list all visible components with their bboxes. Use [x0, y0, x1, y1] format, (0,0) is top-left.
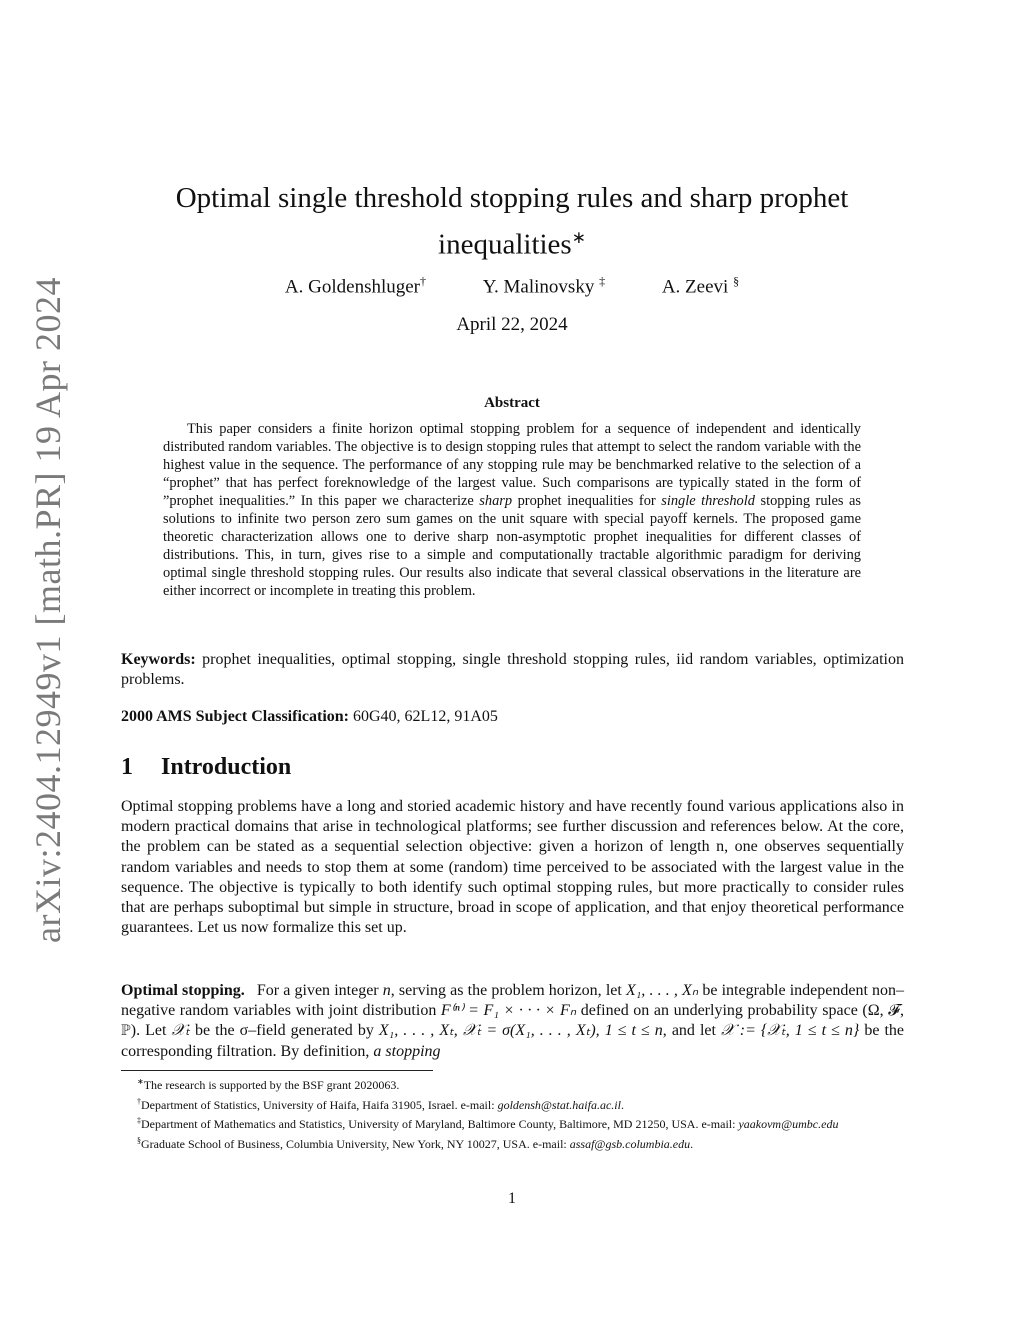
footnote-mark: § [137, 1135, 141, 1145]
author-malinovsky [483, 274, 605, 298]
para-text: be the σ–field generated by [189, 1022, 379, 1040]
footnotes [121, 1074, 904, 1152]
paragraph-runin-heading: Optimal stopping. [121, 982, 245, 999]
section-heading [121, 754, 291, 781]
author-goldenshluger [285, 274, 426, 298]
ams-codes: 60G40, 62L12, 91A05 [353, 708, 498, 725]
footnote-malinovsky [121, 1113, 904, 1133]
math-sequence-t: X₁, . . . , Xₜ, 𝒳ₜ = σ(X₁, . . . , Xₜ), [378, 1022, 600, 1040]
optimal-stopping-paragraph [121, 981, 904, 1062]
para-text: For a given integer [256, 982, 383, 999]
math-sequence: X₁, . . . , Xₙ [625, 982, 699, 999]
footnote-text: Department of Statistics, University of Haifa, Haifa 31905, Israel. e-mail: [141, 1097, 498, 1112]
abstract-emphasis: single threshold [661, 493, 755, 509]
footnote-email: assaf@gsb.columbia.edu [569, 1136, 691, 1151]
section-number: 1 [121, 754, 133, 780]
author-footnote-mark: ‡ [599, 274, 606, 288]
footnote-text: The research is supported by the BSF grant 2020063. [143, 1078, 400, 1092]
para-text: , and let [662, 1022, 721, 1040]
footnote-text: Graduate School of Business, Columbia University, New York, NY 10027, USA. e-mail: [141, 1136, 570, 1151]
math-n: n [382, 982, 391, 999]
abstract-emphasis: sharp [479, 493, 513, 509]
keywords-block [121, 650, 904, 690]
math-distribution: F⁽ⁿ⁾ = F₁ × · · · × Fₙ [440, 1002, 577, 1020]
keywords-text: prophet inequalities, optimal stopping, single threshold stopping rules, iid random variables, optimization problems. [121, 651, 905, 688]
arxiv-identifier-text: arXiv:2404.12949v1 [math.PR] 19 Apr 2024 [28, 277, 68, 943]
abstract-text: prophet inequalities for [512, 493, 662, 509]
introduction-paragraph: Optimal stopping problems have a long and storied academic history and have recently found various applications also in modern practical domains that arise in technological platforms; see further discussion and references below. At the core, the problem can be stated as a sequential selection objective: given a horizon of length n, one observes sequentially random variables and needs to stop them at some (random) time perceived to be associated with the largest value in the sequence. The objective is typically to both identify such optimal stopping rules, but more practically to consider rules that are perhaps suboptimal but simple in structure, broad in scope of application, and that enjoy theoretical performance guarantees. Let us now formalize this set up. [121, 798, 904, 937]
author-name: Y. Malinovsky [482, 276, 600, 298]
author-name: A. Zeevi [661, 276, 734, 298]
math-range: 1 ≤ t ≤ n [604, 1022, 663, 1040]
title-footnote-mark: ∗ [571, 228, 586, 247]
author-name: A. Goldenshluger [284, 276, 421, 298]
arxiv-identifier-stamp [18, 277, 78, 943]
footnote-mark: † [137, 1096, 141, 1106]
math-filtration: 𝒳 := {𝒳ₜ, 1 ≤ t ≤ n} [720, 1022, 860, 1040]
paper-title [140, 178, 884, 265]
footnote-funding [121, 1074, 904, 1094]
abstract-body [163, 420, 861, 600]
footnote-mark: ‡ [137, 1116, 141, 1126]
para-text: . Let [136, 1022, 172, 1040]
abstract-text: This paper considers a finite horizon optimal stopping problem for a sequence of independent and identically distributed random variables. The objective is to design stopping rules that attempt to select the random variable with the highest value in the sequence. The performance of any stopping rule may be benchmarked relative to the selection of a “prophet” that has perfect foreknowledge of the largest value. Such comparisons are typically stated in the form of ”prophet inequalities.” In this paper we characterize [163, 421, 861, 509]
footnote-email: yaakovm@umbc.edu [738, 1117, 839, 1132]
ams-label: 2000 AMS Subject Classification: [121, 708, 349, 725]
abstract-text: stopping rules as solutions to infinite two person zero sum games on the unit square with special payoff kernels. The proposed game theoretic characterization allows one to derive sharp non-asymptotic prophet inequalities for different classes of distributions. This, in turn, gives rise to a simple and computationally tractable algorithmic paradigm for deriving optimal single threshold stopping rules. Our results also indicate that several classical observations in the literature are either incorrect or incomplete in treating this problem. [163, 493, 862, 599]
para-emphasis: a stopping [373, 1042, 441, 1060]
ams-classification [121, 707, 904, 727]
para-text: be the corresponding filtration. By definition, [121, 1022, 905, 1060]
paper-date: April 22, 2024 [456, 314, 568, 335]
math-probability-space: (Ω, 𝓕, ℙ) [121, 1002, 905, 1040]
footnote-text: Department of Mathematics and Statistics, University of Maryland, Baltimore County, Baltimore, MD 21250, USA. e-mail: [141, 1117, 739, 1132]
abstract-heading: Abstract [484, 395, 540, 411]
author-footnote-mark: † [420, 274, 427, 288]
section-title: Introduction [161, 754, 292, 780]
keywords-label: Keywords: [121, 651, 196, 668]
author-zeevi [662, 274, 739, 298]
math-sigma-field: 𝒳ₜ [171, 1022, 190, 1040]
footnote-divider [121, 1070, 433, 1071]
para-text: be integrable independent non–negative random variables with joint distribution [121, 982, 905, 1020]
footnote-email: goldensh@stat.haifa.ac.il [497, 1097, 621, 1112]
para-text: , serving as the problem horizon, let [390, 982, 626, 999]
author-footnote-mark: § [733, 274, 740, 288]
title-line-2: inequalities [438, 228, 572, 261]
title-line-1: Optimal single threshold stopping rules and sharp prophet [175, 182, 849, 214]
footnote-goldenshluger [121, 1094, 904, 1114]
para-text: defined on an underlying probability space [576, 1002, 863, 1020]
page-number: 1 [508, 1190, 516, 1207]
author-list [140, 274, 884, 298]
footnote-text: . [620, 1097, 624, 1112]
footnote-text: . [690, 1136, 694, 1151]
footnote-zeevi [121, 1133, 904, 1153]
footnote-mark: ∗ [137, 1077, 144, 1086]
